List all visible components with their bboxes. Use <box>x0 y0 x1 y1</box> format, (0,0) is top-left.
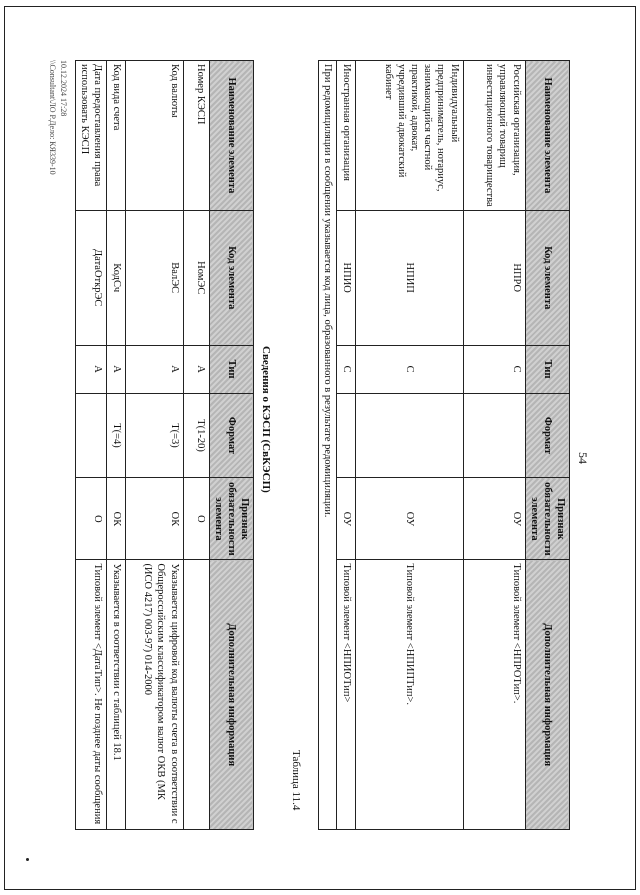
cell-code: НПИП <box>355 210 463 345</box>
header-format: Формат <box>525 393 569 478</box>
table-row <box>125 61 183 830</box>
header-required: Признак обязательности элемента <box>209 478 253 560</box>
header-type: Тип <box>209 345 253 393</box>
cell-type: С <box>337 345 355 393</box>
cell-type: А <box>107 345 125 393</box>
cell-format <box>76 393 107 478</box>
table-row <box>355 61 463 830</box>
table-row <box>463 61 525 830</box>
table-note: При редомициляции в сообщении указывается код лица, образованного в результате редомициляции. <box>319 61 337 830</box>
cell-name: Код валюты <box>125 61 183 211</box>
table-note-row <box>319 61 337 830</box>
cell-required: ОК <box>107 478 125 560</box>
table-upper <box>318 60 570 830</box>
table-header-row <box>525 61 569 830</box>
table-lower <box>75 60 254 830</box>
cell-required: О <box>76 478 107 560</box>
cell-info: Типовой элемент <НПРОТип>. <box>463 560 525 830</box>
cell-format: T(1-20) <box>183 393 209 478</box>
header-code: Код элемента <box>209 210 253 345</box>
header-required: Признак обязательности элемента <box>525 478 569 560</box>
cell-info <box>183 560 209 830</box>
footer-path: \\Consultant\ЛО Р.Дело: КЯ339-10 <box>48 60 57 175</box>
cell-format: T(=3) <box>125 393 183 478</box>
cell-format <box>337 393 355 478</box>
cell-type: А <box>183 345 209 393</box>
cell-info: Типовой элемент <НПИОТип> <box>337 560 355 830</box>
header-name: Наименование элемента <box>525 61 569 211</box>
cell-type: А <box>76 345 107 393</box>
cell-name: Индивидуальный предприниматель, нотариус, занимающийся частной практикой, адвокат, учредивший адвокатский кабинет <box>355 61 463 211</box>
table-row <box>337 61 355 830</box>
cell-code: ВалЭС <box>125 210 183 345</box>
cell-info: Типовой элемент <НПИПТип>. <box>355 560 463 830</box>
header-info: Дополнительная информация <box>209 560 253 830</box>
header-type: Тип <box>525 345 569 393</box>
table-header-row <box>209 61 253 830</box>
cell-info: Типовой элемент <ДатаТип>. Не позднее даты сообщения <box>76 560 107 830</box>
table-row <box>76 61 107 830</box>
cell-format <box>355 393 463 478</box>
cell-required: ОУ <box>463 478 525 560</box>
rotated-page-content <box>38 60 598 845</box>
table-label: Таблица 11.4 <box>290 750 302 811</box>
table-row <box>183 61 209 830</box>
scan-speck <box>26 858 29 861</box>
cell-code: НПРО <box>463 210 525 345</box>
cell-required: ОУ <box>355 478 463 560</box>
footer-timestamp: 10.12.2024 17:28 <box>59 60 68 117</box>
header-name: Наименование элемента <box>209 61 253 211</box>
page-number: 54 <box>576 452 590 464</box>
cell-format <box>463 393 525 478</box>
cell-name: Иностранная организация <box>337 61 355 211</box>
cell-required: ОУ <box>337 478 355 560</box>
cell-required: ОК <box>125 478 183 560</box>
cell-name: Номер КЭСП <box>183 61 209 211</box>
cell-info: Указывается цифровой код валюты счета в соответствии с Общероссийским классификатором валют ОКВ (МК (ИСО 4217) 003-97) 014-2000 <box>125 560 183 830</box>
cell-format: T(=4) <box>107 393 125 478</box>
cell-name: Российская организация, управляющий товарищ инвестиционного товарищества <box>463 61 525 211</box>
cell-code: КодСч <box>107 210 125 345</box>
table-title: Сведения о КЭСП (СвКЭСП) <box>260 346 272 493</box>
header-info: Дополнительная информация <box>525 560 569 830</box>
header-code: Код элемента <box>525 210 569 345</box>
table-row <box>107 61 125 830</box>
cell-type: С <box>355 345 463 393</box>
cell-name: Код вида счета <box>107 61 125 211</box>
cell-info: Указывается в соответствии с таблицей 18.1 <box>107 560 125 830</box>
cell-code: НомЭС <box>183 210 209 345</box>
cell-name: Дата предоставления права использовать КЭСП <box>76 61 107 211</box>
cell-required: О <box>183 478 209 560</box>
cell-type: А <box>125 345 183 393</box>
cell-code: ДатаОткрЭС <box>76 210 107 345</box>
cell-code: НПИО <box>337 210 355 345</box>
header-format: Формат <box>209 393 253 478</box>
cell-type: С <box>463 345 525 393</box>
